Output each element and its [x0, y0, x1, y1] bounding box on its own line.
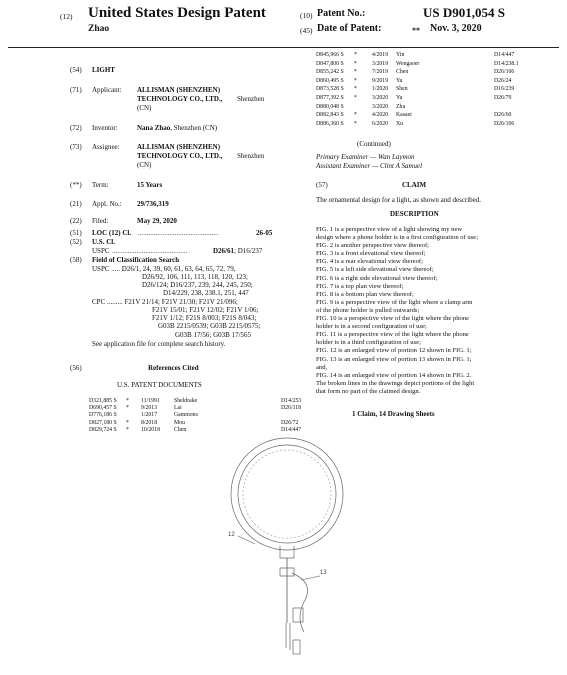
reference-class: D14/238.1: [494, 60, 519, 67]
reference-star: *: [354, 77, 357, 84]
code-56: (56): [70, 364, 82, 372]
reference-star: *: [354, 69, 357, 76]
ring-light-outer: [231, 438, 343, 550]
reference-number: D827,180 S: [89, 419, 117, 426]
description-line: design where a phone holder is in a first configuration of use;: [316, 234, 479, 242]
assignee-city: Shenzhen: [237, 152, 265, 160]
header-rule: [8, 47, 559, 48]
reference-star: *: [354, 120, 357, 127]
reference-star: *: [126, 405, 129, 412]
code-10: (10): [300, 11, 313, 20]
search-line: D26/92, 106, 111, 113, 118, 120, 123;: [142, 273, 248, 281]
reference-date: 10/2018: [141, 426, 161, 433]
appl-no-label: Appl. No.:: [92, 200, 122, 208]
reference-date: 3/2020: [372, 95, 389, 101]
reference-class: D14/447: [494, 52, 515, 58]
reference-name: Chen: [396, 69, 409, 76]
description-line: FIG. 3 is a front elevational view thereof;: [316, 250, 426, 258]
description-body: [316, 226, 478, 396]
search-line: CPC ......... F21V 21/14; F21V 21/30; F21V 21/096;: [92, 298, 238, 306]
date-of-patent-label: Date of Patent:: [317, 23, 382, 34]
description-line: FIG. 5 is a left side elevational view thereof;: [316, 266, 434, 274]
uspc-label: USPC: [92, 247, 110, 255]
code-58: (58): [70, 256, 82, 264]
reference-date: 4/2019: [372, 52, 389, 58]
description-line: FIG. 8 is a bottom plan view thereof;: [316, 290, 414, 298]
description-line: FIG. 6 is a right side elevational view thereof;: [316, 274, 438, 282]
appl-no-value: 29/736,319: [137, 200, 169, 208]
reference-class: D26/79: [494, 95, 512, 101]
reference-date: 7/2019: [372, 69, 389, 76]
code-21: (21): [70, 200, 82, 208]
reference-name: Wengaoer: [396, 60, 420, 67]
reference-date: 9/2019: [372, 77, 389, 84]
reference-number: D880,048 S: [316, 103, 344, 110]
claim-heading: CLAIM: [402, 181, 427, 189]
date-stars: **: [412, 26, 420, 35]
code-45: (45): [300, 26, 313, 35]
description-line: FIG. 2 is another perspective view thereof;: [316, 242, 429, 250]
patent-doc-title: United States Design Patent: [88, 5, 266, 21]
code-54: (54): [70, 66, 82, 74]
search-line: USPC ..... D26/1, 24, 39, 60, 61, 63, 64, 65, 72, 79,: [92, 265, 236, 273]
label-13: 13: [320, 570, 327, 576]
reference-name: Zhu: [396, 103, 406, 110]
reference-star: *: [354, 95, 357, 101]
code-57: (57): [316, 181, 328, 189]
reference-number: D321,885 S: [89, 398, 117, 404]
code-72: (72): [70, 124, 82, 132]
search-line: F21V 1/12; F21S 8/003; F21S 8/043;: [152, 314, 257, 322]
reference-number: D886,360 S: [316, 120, 344, 127]
reference-name: Xu: [396, 120, 404, 127]
search-line: D26/124; D16/237, 239, 244, 245, 250;: [142, 281, 253, 289]
term-value: 15 Years: [137, 181, 163, 189]
reference-name: Yu: [396, 77, 403, 84]
leader-12: [238, 536, 255, 544]
description-line: FIG. 10 is a perspective view of the light where the phone: [316, 315, 470, 323]
reference-name: Kasaei: [396, 112, 412, 119]
assignee-country: (CN): [137, 161, 152, 169]
continued-label: (Continued): [357, 140, 391, 148]
description-line: FIG. 11 is a perspective view of the light where the phone: [316, 331, 469, 339]
search-line: F21V 15/01; F21V 12/02; F21V 1/06;: [152, 306, 259, 314]
assistant-examiner: Assistant Examiner — Clint A Samuel: [316, 162, 423, 170]
description-line: FIG. 9 is a perspective view of the light where a clamp arm: [316, 298, 473, 306]
description-line: of the phone holder is pulled outwards;: [316, 306, 420, 314]
code-term: (**): [70, 181, 82, 189]
reference-number: D873,528 S: [316, 86, 344, 93]
title-field: LIGHT: [92, 66, 115, 74]
reference-number: D882,843 S: [316, 112, 344, 119]
description-line: FIG. 1 is a perspective view of a light showing my new: [316, 226, 463, 233]
reference-date: 3/2020: [372, 103, 389, 110]
reference-star: *: [354, 60, 357, 67]
description-line: FIG. 7 is a top plan view thereof;: [316, 282, 404, 290]
inventor-short-name: Zhao: [88, 24, 110, 34]
reference-number: D829,724 S: [89, 426, 117, 433]
description-line: FIG. 14 is an enlarged view of portion 14 shown in FIG. 2.: [316, 371, 472, 379]
reference-date: 11/1991: [141, 398, 160, 404]
search-line: D14/229, 238, 238.1, 251, 447: [163, 289, 249, 297]
description-line: FIG. 13 is an enlarged view of portion 13 shown in FIG. 1;: [316, 355, 472, 363]
description-heading: DESCRIPTION: [390, 210, 439, 218]
term-label: Term:: [92, 181, 109, 189]
reference-class: D26/106: [494, 120, 515, 127]
us-patent-documents-heading: U.S. PATENT DOCUMENTS: [117, 381, 202, 389]
inventor-name: Nana Zhao: [137, 124, 171, 132]
reference-star: *: [126, 398, 129, 404]
uspc-dots: ...........................................: [112, 247, 188, 255]
reference-name: Sheldrake: [174, 398, 198, 404]
code-71: (71): [70, 86, 82, 94]
loc-dots: ..............................................: [138, 229, 219, 237]
primary-examiner: Primary Examiner — Wan Laymon: [316, 153, 415, 161]
us-cl-label: U.S. Cl.: [92, 238, 115, 246]
reference-number: D855,242 S: [316, 69, 344, 76]
reference-class: D26/72: [281, 419, 299, 426]
assignee-label: Assignee:: [92, 143, 120, 151]
reference-class: D26/118: [281, 405, 302, 412]
reference-number: D877,392 S: [316, 95, 344, 101]
reference-number: D690,457 S: [89, 405, 117, 412]
reference-class: D16/239: [494, 86, 515, 93]
loc-label: LOC (12) Cl.: [92, 229, 132, 237]
search-line: G03B 2215/0539; G03B 2215/0575;: [158, 322, 261, 330]
reference-date: 9/2013: [141, 405, 158, 412]
cable-plug: [293, 608, 303, 622]
description-line: FIG. 12 is an enlarged view of portion 12 shown in FIG. 1;: [316, 347, 472, 355]
patent-date: Nov. 3, 2020: [430, 23, 482, 34]
reference-class: D26/60: [494, 112, 512, 119]
description-line: and,: [316, 363, 328, 371]
inventor-location: , Shenzhen (CN): [170, 124, 218, 132]
code-22: (22): [70, 217, 82, 225]
applicant-country: (CN): [137, 104, 152, 112]
leader-13: [301, 576, 320, 580]
reference-date: 1/2017: [141, 412, 158, 419]
reference-number: D776,186 S: [89, 412, 117, 419]
reference-date: 4/2020: [372, 112, 389, 119]
inventor-label: Inventor:: [92, 124, 118, 132]
search-line: G03B 17/56; G03B 17/565: [175, 331, 252, 339]
filed-label: Filed:: [92, 217, 109, 225]
power-cable: [292, 573, 308, 632]
reference-name: Chen: [174, 426, 187, 433]
reference-date: 6/2020: [372, 120, 389, 127]
uspc-main: D26/61: [213, 247, 234, 255]
reference-class: D14/253: [281, 398, 302, 404]
reference-date: 3/2019: [372, 60, 389, 67]
description-line: holder is in a third configuration of use;: [316, 339, 421, 347]
label-12: 12: [228, 532, 235, 538]
ring-mount: [280, 546, 294, 558]
code-73: (73): [70, 143, 82, 151]
ring-light-inner: [238, 445, 336, 543]
search-history-note: See application file for complete search history.: [92, 340, 226, 348]
reference-number: D860,495 S: [316, 77, 344, 84]
cable-lower: [286, 623, 290, 650]
reference-number: D847,800 S: [316, 60, 344, 67]
applicant-city: Shenzhen: [237, 95, 265, 103]
description-line: holder is in a second configuration of use;: [316, 323, 427, 331]
description-line: FIG. 4 is a rear elevational view thereof;: [316, 258, 423, 266]
reference-date: 1/2020: [372, 86, 389, 93]
code-12: (12): [60, 12, 73, 21]
reference-name: Shen: [396, 86, 408, 93]
loc-value: 26-05: [256, 229, 273, 237]
cable-adapter: [293, 640, 300, 654]
applicant-label: Applicant:: [92, 86, 122, 94]
assignee-name: ALLISMAN (SHENZHEN) TECHNOLOGY CO., LTD.,: [137, 143, 223, 160]
patent-no-label: Patent No.:: [317, 8, 366, 19]
reference-star: *: [354, 86, 357, 93]
applicant-name: ALLISMAN (SHENZHEN) TECHNOLOGY CO., LTD.,: [137, 86, 223, 103]
reference-name: Lai: [174, 405, 182, 412]
reference-number: D845,966 S: [316, 52, 344, 58]
reference-star: *: [126, 419, 129, 426]
claim-text: The ornamental design for a light, as shown and described.: [316, 196, 482, 204]
references-cited-title: References Cited: [148, 364, 199, 372]
reference-class: D26/24: [494, 77, 512, 84]
code-51: (51): [70, 229, 82, 237]
code-52: (52): [70, 238, 82, 246]
reference-name: Mou: [174, 419, 185, 426]
reference-name: Gammons: [174, 412, 198, 419]
reference-class: D26/106: [494, 69, 515, 76]
filed-value: May 29, 2020: [137, 217, 177, 225]
reference-star: *: [126, 426, 129, 433]
field-search-label: Field of Classification Search: [92, 256, 180, 264]
light-drawing: [200, 418, 400, 675]
reference-star: *: [354, 52, 357, 58]
patent-number: US D901,054 S: [423, 5, 505, 20]
reference-name: Yu: [396, 95, 403, 101]
uspc-secondary: ; D16/237: [234, 247, 263, 255]
reference-class: D14/447: [281, 426, 302, 433]
reference-name: Yin: [396, 52, 405, 58]
reference-star: *: [354, 112, 357, 119]
description-line: that form no part of the claimed design.: [316, 387, 421, 395]
description-line: The broken lines in the drawings depict portions of the light: [316, 379, 475, 387]
claims-sheets-summary: 1 Claim, 14 Drawing Sheets: [352, 410, 435, 418]
reference-date: 8/2018: [141, 419, 158, 426]
